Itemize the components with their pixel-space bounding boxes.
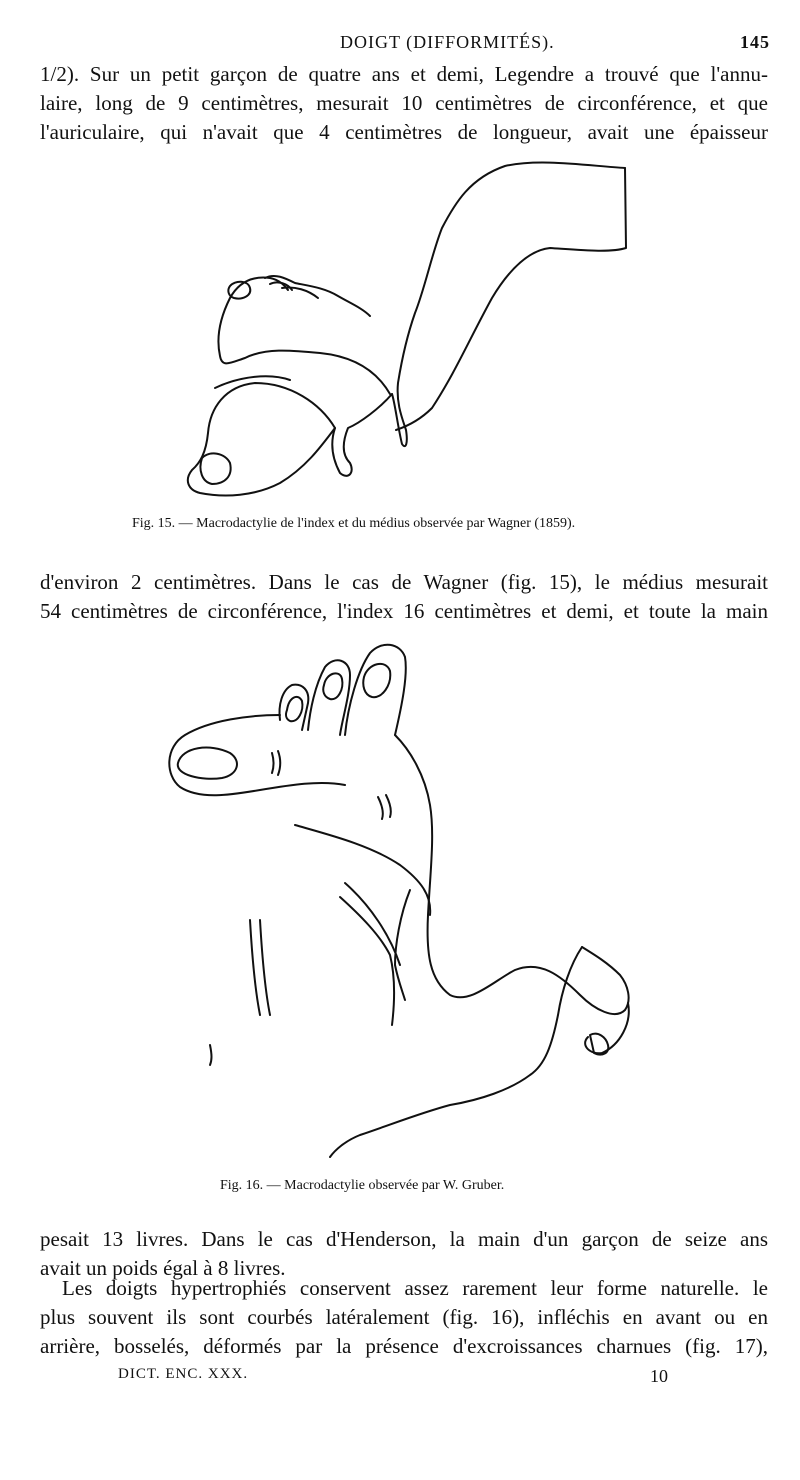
text-line: 54 centimètres de circonférence, l'index 16 centimètres et demi, et toute la main [40, 599, 768, 623]
text-line: arrière, bosselés, déformés par la présence d'excroissances charnues (fig. 17), [40, 1334, 768, 1358]
text-line: d'environ 2 centimètres. Dans le cas de Wagner (fig. 15), le médius mesurait [40, 570, 768, 594]
text-line: plus souvent ils sont courbés latéralement (fig. 16), infléchis en avant ou en [40, 1305, 768, 1329]
text-line: laire, long de 9 centimètres, mesurait 10 centimètres de circonférence, et que [40, 91, 768, 115]
signature-mark: DICT. ENC. XXX. [118, 1366, 249, 1382]
sheet-number: 10 [650, 1366, 668, 1386]
text-line: avait un poids égal à 8 livres. [40, 1256, 286, 1280]
figure-15-caption: Fig. 15. — Macrodactylie de l'index et du médius observée par Wagner (1859). [132, 516, 576, 531]
figure-16-caption: Fig. 16. — Macrodactylie observée par W. Gruber. [220, 1178, 505, 1193]
paragraph-4 [40, 1274, 768, 1361]
running-title: DOIGT (DIFFORMITÉS). [340, 32, 555, 52]
paragraph-2 [40, 568, 768, 626]
text-line: pesait 13 livres. Dans le cas d'Henderson, la main d'un garçon de seize ans [40, 1227, 768, 1251]
page-footer [118, 1366, 678, 1388]
figure-15-illustration [170, 158, 650, 508]
paragraph-1 [40, 60, 768, 147]
text-line: Les doigts hypertrophiés conservent assez rarement leur forme naturelle. le [62, 1276, 768, 1300]
page-number: 145 [740, 32, 770, 52]
running-header [40, 32, 770, 56]
text-line: l'auriculaire, qui n'avait que 4 centimètres de longueur, avait une épaisseur [40, 120, 768, 144]
figure-16-illustration [150, 635, 650, 1165]
text-line: 1/2). Sur un petit garçon de quatre ans et demi, Legendre a trouvé que l'annu- [40, 62, 768, 86]
